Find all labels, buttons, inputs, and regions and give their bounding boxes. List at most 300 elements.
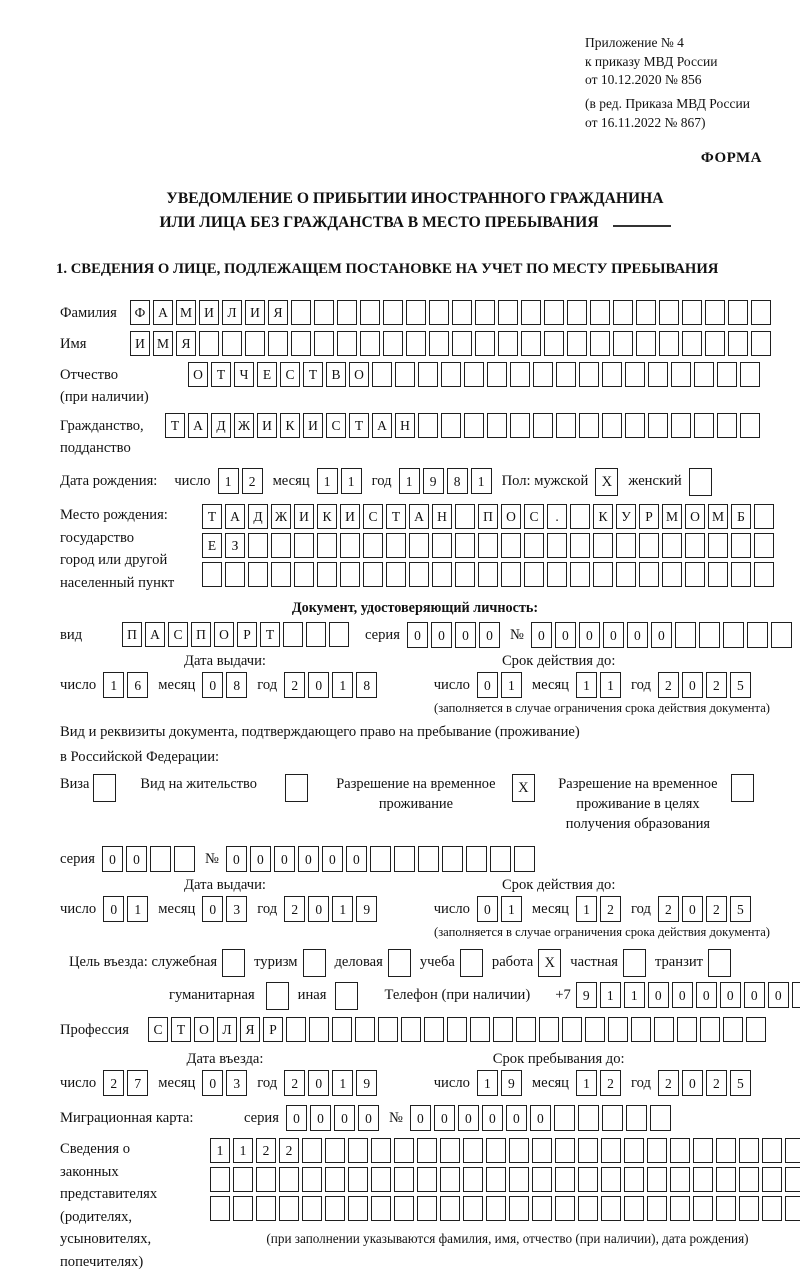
form-cell[interactable] [631, 1017, 651, 1042]
form-cell[interactable]: И [130, 331, 150, 356]
profession-cells[interactable] [148, 1017, 766, 1042]
form-cell[interactable] [371, 1167, 391, 1192]
form-cell[interactable] [659, 300, 679, 325]
form-cell[interactable] [601, 1138, 621, 1163]
form-cell[interactable] [762, 1167, 782, 1192]
form-cell[interactable]: 0 [102, 846, 123, 872]
purpose-other-checkbox[interactable] [335, 982, 358, 1010]
form-cell[interactable] [739, 1138, 759, 1163]
form-cell[interactable]: 0 [322, 846, 343, 872]
form-cell[interactable]: 0 [455, 622, 476, 648]
form-cell[interactable] [291, 331, 311, 356]
form-cell[interactable] [325, 1167, 345, 1192]
form-cell[interactable] [717, 413, 737, 438]
form-cell[interactable] [716, 1138, 736, 1163]
form-cell[interactable] [417, 1138, 437, 1163]
form-cell[interactable] [256, 1196, 276, 1221]
form-cell[interactable]: 1 [576, 672, 597, 698]
form-cell[interactable] [694, 362, 714, 387]
form-cell[interactable] [509, 1167, 529, 1192]
form-cell[interactable]: Н [395, 413, 415, 438]
form-cell[interactable]: Е [257, 362, 277, 387]
visa-checkbox[interactable] [93, 774, 116, 802]
form-cell[interactable]: 7 [127, 1070, 148, 1096]
form-cell[interactable]: Я [240, 1017, 260, 1042]
form-cell[interactable] [602, 1105, 623, 1131]
form-cell[interactable] [731, 533, 751, 558]
form-cell[interactable]: А [153, 300, 173, 325]
form-cell[interactable] [303, 949, 326, 977]
form-cell[interactable] [372, 362, 392, 387]
form-cell[interactable]: Т [211, 362, 231, 387]
form-cell[interactable]: 5 [730, 672, 751, 698]
res-issue-month-cells[interactable] [202, 896, 247, 922]
form-cell[interactable] [440, 1196, 460, 1221]
form-cell[interactable] [723, 622, 744, 648]
form-cell[interactable] [544, 331, 564, 356]
form-cell[interactable]: Е [202, 533, 222, 558]
form-cell[interactable]: С [326, 413, 346, 438]
form-cell[interactable] [432, 562, 452, 587]
sex-female-checkbox[interactable] [689, 468, 712, 496]
form-cell[interactable] [650, 1105, 671, 1131]
form-cell[interactable]: И [294, 504, 314, 529]
form-cell[interactable] [452, 300, 472, 325]
representatives-row-2[interactable] [210, 1167, 800, 1192]
res-valid-day-cells[interactable] [477, 896, 522, 922]
form-cell[interactable]: Я [268, 300, 288, 325]
form-cell[interactable] [716, 1167, 736, 1192]
form-cell[interactable] [464, 413, 484, 438]
form-cell[interactable]: X [595, 468, 618, 496]
purpose-business-checkbox[interactable] [388, 949, 411, 977]
form-cell[interactable] [233, 1196, 253, 1221]
birthplace-row-3[interactable] [202, 562, 774, 587]
form-cell[interactable] [470, 1017, 490, 1042]
form-cell[interactable] [623, 949, 646, 977]
form-cell[interactable]: К [593, 504, 613, 529]
form-cell[interactable] [409, 562, 429, 587]
temp-residence-edu-checkbox[interactable] [731, 774, 754, 802]
form-cell[interactable] [723, 1017, 743, 1042]
form-cell[interactable] [370, 846, 391, 872]
form-cell[interactable] [648, 362, 668, 387]
form-cell[interactable]: Т [349, 413, 369, 438]
form-cell[interactable] [659, 331, 679, 356]
form-cell[interactable]: X [538, 949, 561, 977]
form-cell[interactable]: 9 [356, 1070, 377, 1096]
form-cell[interactable] [335, 982, 358, 1010]
form-cell[interactable]: Л [217, 1017, 237, 1042]
representatives-row-1[interactable] [210, 1138, 800, 1163]
form-cell[interactable] [279, 1196, 299, 1221]
form-cell[interactable]: 2 [242, 468, 263, 494]
form-cell[interactable]: 0 [250, 846, 271, 872]
form-cell[interactable] [466, 846, 487, 872]
form-cell[interactable] [693, 1167, 713, 1192]
form-cell[interactable] [740, 362, 760, 387]
entry-year-cells[interactable] [284, 1070, 377, 1096]
form-cell[interactable] [647, 1167, 667, 1192]
form-cell[interactable] [554, 1105, 575, 1131]
form-cell[interactable]: 9 [501, 1070, 522, 1096]
form-cell[interactable] [490, 846, 511, 872]
form-cell[interactable]: Т [303, 362, 323, 387]
form-cell[interactable]: 1 [600, 672, 621, 698]
form-cell[interactable]: У [616, 504, 636, 529]
form-cell[interactable]: 1 [103, 672, 124, 698]
res-valid-month-cells[interactable] [576, 896, 621, 922]
form-cell[interactable] [699, 622, 720, 648]
form-cell[interactable] [340, 533, 360, 558]
form-cell[interactable] [567, 300, 587, 325]
res-series-cells[interactable] [102, 846, 195, 872]
form-cell[interactable] [452, 331, 472, 356]
res-issue-day-cells[interactable] [103, 896, 148, 922]
form-cell[interactable] [447, 1017, 467, 1042]
form-cell[interactable] [670, 1138, 690, 1163]
form-cell[interactable] [647, 1196, 667, 1221]
form-cell[interactable] [418, 413, 438, 438]
form-cell[interactable]: 0 [744, 982, 765, 1008]
purpose-official-checkbox[interactable] [222, 949, 245, 977]
form-cell[interactable]: И [340, 504, 360, 529]
form-cell[interactable]: Т [171, 1017, 191, 1042]
form-cell[interactable] [174, 846, 195, 872]
form-cell[interactable]: 0 [202, 896, 223, 922]
form-cell[interactable] [409, 533, 429, 558]
form-cell[interactable] [348, 1167, 368, 1192]
form-cell[interactable] [478, 533, 498, 558]
form-cell[interactable]: 0 [530, 1105, 551, 1131]
form-cell[interactable]: 5 [730, 1070, 751, 1096]
form-cell[interactable] [150, 846, 171, 872]
form-cell[interactable] [689, 468, 712, 496]
id-number-cells[interactable] [531, 622, 792, 648]
form-cell[interactable]: 1 [341, 468, 362, 494]
form-cell[interactable]: 1 [624, 982, 645, 1008]
form-cell[interactable]: 0 [358, 1105, 379, 1131]
form-cell[interactable]: 2 [658, 672, 679, 698]
form-cell[interactable] [463, 1196, 483, 1221]
form-cell[interactable] [636, 300, 656, 325]
form-cell[interactable] [731, 562, 751, 587]
form-cell[interactable] [708, 533, 728, 558]
form-cell[interactable]: Т [260, 622, 280, 647]
form-cell[interactable] [682, 300, 702, 325]
form-cell[interactable] [671, 413, 691, 438]
form-cell[interactable]: 0 [579, 622, 600, 648]
form-cell[interactable]: 0 [648, 982, 669, 1008]
form-cell[interactable] [670, 1167, 690, 1192]
form-cell[interactable]: 0 [286, 1105, 307, 1131]
form-cell[interactable] [225, 562, 245, 587]
form-cell[interactable] [785, 1138, 800, 1163]
form-cell[interactable] [475, 300, 495, 325]
form-cell[interactable]: 8 [226, 672, 247, 698]
form-cell[interactable] [624, 1167, 644, 1192]
form-cell[interactable]: 1 [233, 1138, 253, 1163]
form-cell[interactable]: О [349, 362, 369, 387]
form-cell[interactable] [199, 331, 219, 356]
form-cell[interactable] [463, 1167, 483, 1192]
form-cell[interactable]: 0 [482, 1105, 503, 1131]
form-cell[interactable] [487, 413, 507, 438]
form-cell[interactable]: 2 [284, 896, 305, 922]
form-cell[interactable]: 1 [576, 1070, 597, 1096]
form-cell[interactable] [532, 1138, 552, 1163]
form-cell[interactable] [717, 362, 737, 387]
form-cell[interactable]: Т [202, 504, 222, 529]
form-cell[interactable] [348, 1138, 368, 1163]
form-cell[interactable] [739, 1167, 759, 1192]
form-cell[interactable]: О [188, 362, 208, 387]
form-cell[interactable] [283, 622, 303, 647]
form-cell[interactable] [675, 622, 696, 648]
id-issue-month-cells[interactable] [202, 672, 247, 698]
form-cell[interactable] [406, 300, 426, 325]
form-cell[interactable] [771, 622, 792, 648]
form-cell[interactable] [248, 562, 268, 587]
form-cell[interactable] [555, 1167, 575, 1192]
form-cell[interactable] [739, 1196, 759, 1221]
form-cell[interactable]: Д [248, 504, 268, 529]
form-cell[interactable]: 2 [279, 1138, 299, 1163]
form-cell[interactable] [210, 1196, 230, 1221]
form-cell[interactable] [585, 1017, 605, 1042]
form-cell[interactable]: 0 [407, 622, 428, 648]
form-cell[interactable] [662, 533, 682, 558]
form-cell[interactable]: 6 [127, 672, 148, 698]
form-cell[interactable] [286, 1017, 306, 1042]
form-cell[interactable] [487, 362, 507, 387]
form-cell[interactable] [751, 300, 771, 325]
form-cell[interactable] [440, 1138, 460, 1163]
form-cell[interactable] [460, 949, 483, 977]
form-cell[interactable] [325, 1196, 345, 1221]
id-kind-cells[interactable] [122, 622, 349, 647]
form-cell[interactable] [567, 331, 587, 356]
form-cell[interactable] [539, 1017, 559, 1042]
form-cell[interactable]: Д [211, 413, 231, 438]
form-cell[interactable]: 0 [682, 896, 703, 922]
form-cell[interactable] [493, 1017, 513, 1042]
form-cell[interactable]: 0 [308, 1070, 329, 1096]
form-cell[interactable] [578, 1138, 598, 1163]
form-cell[interactable] [590, 331, 610, 356]
form-cell[interactable] [547, 562, 567, 587]
form-cell[interactable] [383, 331, 403, 356]
stay-day-cells[interactable] [477, 1070, 522, 1096]
form-cell[interactable]: 1 [332, 1070, 353, 1096]
form-cell[interactable] [754, 533, 774, 558]
form-cell[interactable]: 3 [226, 1070, 247, 1096]
form-cell[interactable] [647, 1138, 667, 1163]
form-cell[interactable] [578, 1105, 599, 1131]
form-cell[interactable]: П [191, 622, 211, 647]
form-cell[interactable]: М [153, 331, 173, 356]
purpose-humanitarian-checkbox[interactable] [266, 982, 289, 1010]
form-cell[interactable]: М [662, 504, 682, 529]
form-cell[interactable] [682, 331, 702, 356]
form-cell[interactable] [556, 413, 576, 438]
form-cell[interactable] [670, 1196, 690, 1221]
form-cell[interactable] [578, 1196, 598, 1221]
form-cell[interactable] [671, 362, 691, 387]
form-cell[interactable] [314, 331, 334, 356]
form-cell[interactable]: О [685, 504, 705, 529]
form-cell[interactable] [360, 331, 380, 356]
form-cell[interactable] [486, 1167, 506, 1192]
form-cell[interactable]: О [194, 1017, 214, 1042]
form-cell[interactable]: З [225, 533, 245, 558]
form-cell[interactable]: 0 [310, 1105, 331, 1131]
form-cell[interactable]: А [145, 622, 165, 647]
form-cell[interactable]: 0 [308, 672, 329, 698]
form-cell[interactable]: 0 [274, 846, 295, 872]
form-cell[interactable]: 0 [308, 896, 329, 922]
form-cell[interactable] [616, 533, 636, 558]
form-cell[interactable] [624, 1196, 644, 1221]
form-cell[interactable] [533, 362, 553, 387]
form-cell[interactable] [624, 1138, 644, 1163]
form-cell[interactable]: Ж [234, 413, 254, 438]
form-cell[interactable]: Р [237, 622, 257, 647]
form-cell[interactable]: Б [731, 504, 751, 529]
form-cell[interactable]: 0 [458, 1105, 479, 1131]
form-cell[interactable] [740, 413, 760, 438]
form-cell[interactable]: 0 [672, 982, 693, 1008]
form-cell[interactable]: 1 [501, 896, 522, 922]
birth-year-cells[interactable] [399, 468, 492, 494]
form-cell[interactable] [432, 533, 452, 558]
form-cell[interactable]: 2 [706, 1070, 727, 1096]
form-cell[interactable] [593, 562, 613, 587]
form-cell[interactable]: 9 [576, 982, 597, 1008]
form-cell[interactable] [478, 562, 498, 587]
form-cell[interactable] [521, 331, 541, 356]
mig-number-cells[interactable] [410, 1105, 671, 1131]
form-cell[interactable] [245, 331, 265, 356]
form-cell[interactable] [532, 1167, 552, 1192]
form-cell[interactable] [693, 1138, 713, 1163]
form-cell[interactable] [302, 1167, 322, 1192]
id-series-cells[interactable] [407, 622, 500, 648]
form-cell[interactable] [441, 413, 461, 438]
form-cell[interactable]: 0 [603, 622, 624, 648]
form-cell[interactable]: С [168, 622, 188, 647]
form-cell[interactable] [271, 562, 291, 587]
sex-male-checkbox[interactable] [595, 468, 618, 496]
form-cell[interactable] [417, 1196, 437, 1221]
form-cell[interactable] [360, 300, 380, 325]
form-cell[interactable] [475, 331, 495, 356]
form-cell[interactable] [332, 1017, 352, 1042]
purpose-transit-checkbox[interactable] [708, 949, 731, 977]
form-cell[interactable] [602, 413, 622, 438]
form-cell[interactable]: 0 [431, 622, 452, 648]
form-cell[interactable] [268, 331, 288, 356]
form-cell[interactable] [521, 300, 541, 325]
form-cell[interactable] [424, 1017, 444, 1042]
form-cell[interactable] [708, 562, 728, 587]
purpose-study-checkbox[interactable] [460, 949, 483, 977]
form-cell[interactable]: 0 [720, 982, 741, 1008]
form-cell[interactable] [256, 1167, 276, 1192]
form-cell[interactable] [429, 300, 449, 325]
purpose-work-checkbox[interactable] [538, 949, 561, 977]
form-cell[interactable]: 2 [256, 1138, 276, 1163]
id-issue-day-cells[interactable] [103, 672, 148, 698]
form-cell[interactable] [677, 1017, 697, 1042]
form-cell[interactable] [654, 1017, 674, 1042]
form-cell[interactable]: Р [639, 504, 659, 529]
birth-day-cells[interactable] [218, 468, 263, 494]
form-cell[interactable]: 2 [706, 672, 727, 698]
form-cell[interactable] [210, 1167, 230, 1192]
form-cell[interactable]: 2 [706, 896, 727, 922]
temp-residence-checkbox[interactable] [512, 774, 535, 802]
form-cell[interactable] [463, 1138, 483, 1163]
form-cell[interactable]: 2 [284, 672, 305, 698]
form-cell[interactable]: В [326, 362, 346, 387]
form-cell[interactable]: 0 [555, 622, 576, 648]
form-cell[interactable]: 0 [334, 1105, 355, 1131]
form-cell[interactable] [746, 1017, 766, 1042]
form-cell[interactable] [693, 1196, 713, 1221]
form-cell[interactable] [394, 1167, 414, 1192]
form-cell[interactable] [547, 533, 567, 558]
res-valid-year-cells[interactable] [658, 896, 751, 922]
form-cell[interactable] [202, 562, 222, 587]
form-cell[interactable] [570, 504, 590, 529]
form-cell[interactable]: К [317, 504, 337, 529]
form-cell[interactable] [306, 622, 326, 647]
form-cell[interactable] [266, 982, 289, 1010]
form-cell[interactable] [728, 300, 748, 325]
form-cell[interactable]: . [547, 504, 567, 529]
form-cell[interactable] [406, 331, 426, 356]
form-cell[interactable] [383, 300, 403, 325]
form-cell[interactable] [705, 331, 725, 356]
form-cell[interactable]: М [708, 504, 728, 529]
form-cell[interactable]: Я [176, 331, 196, 356]
birth-month-cells[interactable] [317, 468, 362, 494]
form-cell[interactable] [418, 362, 438, 387]
form-cell[interactable] [685, 533, 705, 558]
form-cell[interactable] [601, 1196, 621, 1221]
form-cell[interactable] [501, 562, 521, 587]
form-cell[interactable] [570, 533, 590, 558]
form-cell[interactable]: Ж [271, 504, 291, 529]
form-cell[interactable]: 0 [410, 1105, 431, 1131]
form-cell[interactable] [302, 1138, 322, 1163]
form-cell[interactable]: 1 [332, 672, 353, 698]
form-cell[interactable]: X [512, 774, 535, 802]
form-cell[interactable] [578, 1167, 598, 1192]
form-cell[interactable] [279, 1167, 299, 1192]
form-cell[interactable] [555, 1196, 575, 1221]
form-cell[interactable] [371, 1138, 391, 1163]
form-cell[interactable] [317, 533, 337, 558]
form-cell[interactable] [626, 1105, 647, 1131]
form-cell[interactable] [754, 562, 774, 587]
id-valid-year-cells[interactable] [658, 672, 751, 698]
form-cell[interactable] [340, 562, 360, 587]
form-cell[interactable] [544, 300, 564, 325]
form-cell[interactable] [728, 331, 748, 356]
form-cell[interactable]: 8 [356, 672, 377, 698]
